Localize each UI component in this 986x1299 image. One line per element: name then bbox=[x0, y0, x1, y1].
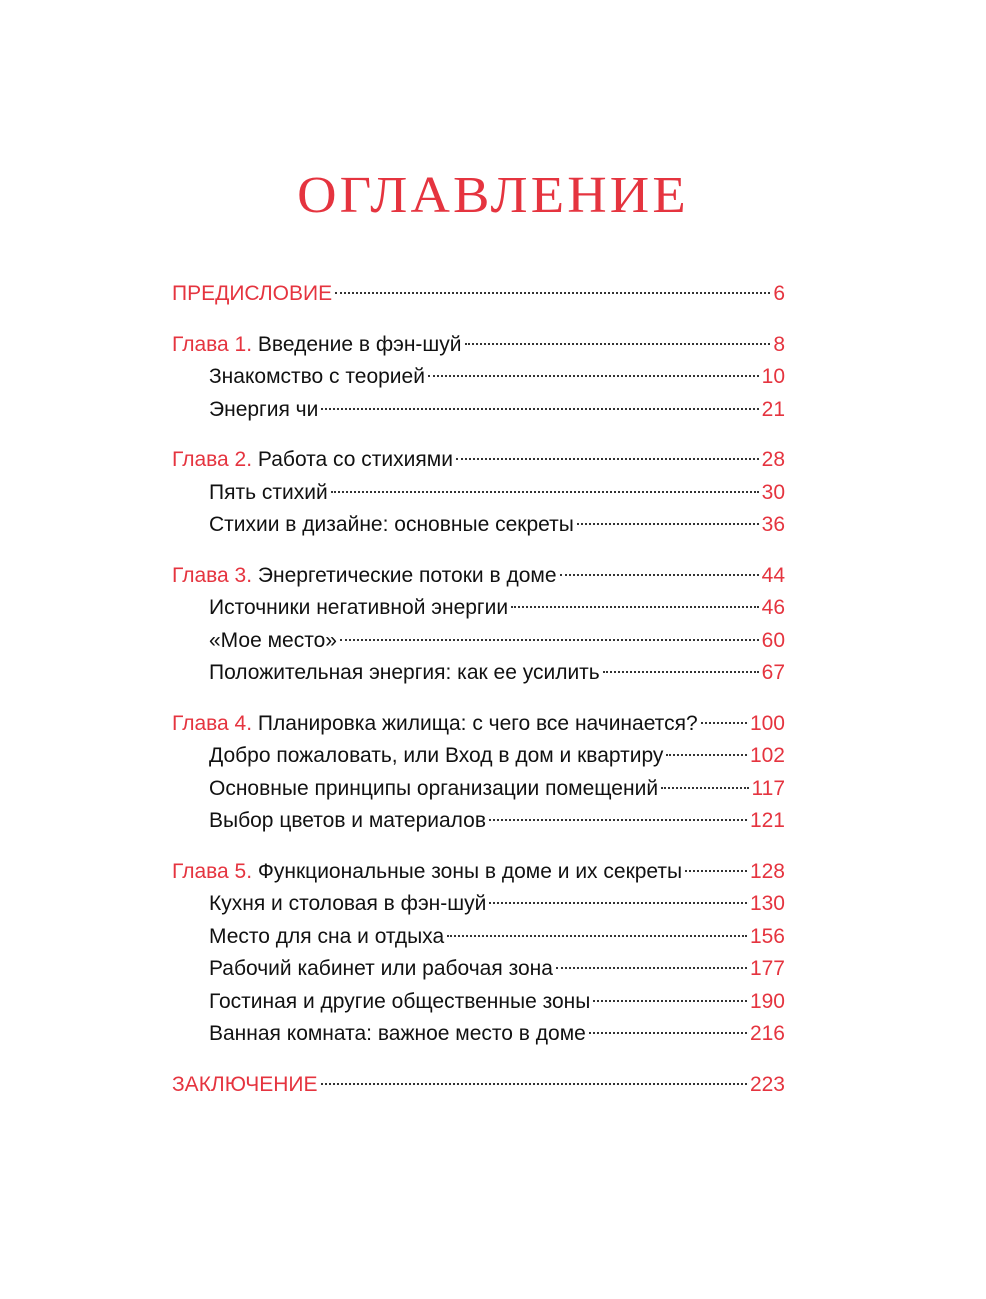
toc-entry-chapter[interactable] bbox=[172, 329, 785, 362]
toc-entry-section[interactable] bbox=[172, 773, 785, 806]
page-number: 121 bbox=[749, 809, 785, 832]
section-title: Добро пожаловать, или Вход в дом и квартиру bbox=[209, 744, 664, 767]
page-title: ОГЛАВЛЕНИЕ bbox=[297, 167, 689, 224]
toc-entry-section[interactable] bbox=[172, 361, 785, 394]
toc-entry-section[interactable] bbox=[172, 953, 785, 986]
dot-leader bbox=[321, 1083, 747, 1085]
dot-leader bbox=[603, 671, 759, 673]
dot-leader bbox=[489, 819, 747, 821]
page-number: 28 bbox=[761, 448, 785, 471]
dot-leader bbox=[560, 574, 759, 576]
section-title: «Мое место» bbox=[209, 628, 337, 652]
toc-entry-section[interactable] bbox=[172, 986, 785, 1019]
section-title: Рабочий кабинет или рабочая зона bbox=[209, 957, 553, 980]
toc-entry-label bbox=[172, 708, 698, 741]
toc-entry-section[interactable] bbox=[172, 625, 785, 658]
toc-entry-preface[interactable] bbox=[172, 278, 785, 311]
toc-entry-section[interactable] bbox=[172, 805, 785, 838]
chapter-title: Планировка жилища: с чего все начинается? bbox=[257, 711, 698, 735]
dot-leader bbox=[331, 491, 759, 493]
toc-entry-section[interactable] bbox=[172, 921, 785, 954]
toc-entry-label bbox=[172, 856, 682, 889]
toc-entry-section[interactable] bbox=[172, 888, 785, 921]
page-number: 10 bbox=[761, 365, 785, 388]
dot-leader bbox=[456, 458, 759, 460]
page-number: 100 bbox=[749, 711, 785, 735]
page-number: 44 bbox=[761, 563, 785, 587]
toc-entry-section[interactable] bbox=[172, 509, 785, 542]
section-title: Энергия чи bbox=[209, 397, 319, 421]
page-number: 30 bbox=[761, 480, 785, 504]
page-number: 67 bbox=[761, 661, 785, 684]
toc-entry-section[interactable] bbox=[172, 394, 785, 427]
dot-leader bbox=[335, 292, 770, 294]
toc-entry-conclusion[interactable] bbox=[172, 1069, 785, 1102]
toc-group-chapter-2 bbox=[172, 444, 785, 542]
toc-entry-label: ПРЕДИСЛОВИЕ bbox=[172, 282, 333, 305]
dot-leader bbox=[556, 967, 747, 969]
toc-entry-section[interactable] bbox=[172, 477, 785, 510]
chapter-prefix: Глава 2. bbox=[172, 448, 253, 471]
section-title: Ванная комната: важное место в доме bbox=[209, 1022, 586, 1045]
dot-leader bbox=[593, 1000, 747, 1002]
page-number: 177 bbox=[749, 957, 785, 980]
page-number: 190 bbox=[749, 989, 785, 1013]
toc-entry-section[interactable] bbox=[172, 592, 785, 625]
toc-group-chapter-3 bbox=[172, 560, 785, 690]
page-number: 117 bbox=[751, 776, 785, 800]
toc-entry-chapter[interactable] bbox=[172, 560, 785, 593]
dot-leader bbox=[577, 523, 759, 525]
toc-entry-label: ЗАКЛЮЧЕНИЕ bbox=[172, 1072, 318, 1096]
dot-leader bbox=[589, 1032, 747, 1034]
toc-entry-section[interactable] bbox=[172, 740, 785, 773]
section-title: Пять стихий bbox=[209, 480, 328, 504]
page-number: 102 bbox=[749, 744, 785, 767]
section-title: Кухня и столовая в фэн-шуй bbox=[209, 892, 487, 915]
page-number: 216 bbox=[749, 1022, 785, 1045]
chapter-title: Работа со стихиями bbox=[257, 448, 453, 471]
page-number: 223 bbox=[749, 1072, 785, 1096]
toc-group-chapter-5 bbox=[172, 856, 785, 1051]
section-title: Положительная энергия: как ее усилить bbox=[209, 661, 600, 684]
chapter-title: Энергетические потоки в доме bbox=[257, 563, 557, 587]
dot-leader bbox=[511, 606, 759, 608]
toc-entry-label bbox=[172, 560, 557, 593]
toc-group-chapter-4 bbox=[172, 708, 785, 838]
dot-leader bbox=[489, 902, 747, 904]
section-title: Знакомство с теорией bbox=[209, 365, 425, 388]
toc-entry-section[interactable] bbox=[172, 657, 785, 690]
toc-entry-label bbox=[172, 329, 462, 362]
dot-leader bbox=[321, 408, 758, 410]
page-number: 156 bbox=[749, 924, 785, 948]
toc-group-preface bbox=[172, 278, 785, 311]
dot-leader bbox=[447, 935, 747, 937]
toc-entry-chapter[interactable] bbox=[172, 856, 785, 889]
toc-entry-label bbox=[172, 444, 453, 477]
chapter-prefix: Глава 1. bbox=[172, 332, 253, 356]
page-number: 8 bbox=[773, 332, 785, 356]
dot-leader bbox=[666, 754, 747, 756]
page-number: 128 bbox=[749, 859, 785, 883]
chapter-title: Функциональные зоны в доме и их секреты bbox=[257, 859, 683, 883]
toc-entry-chapter[interactable] bbox=[172, 708, 785, 741]
chapter-title: Введение в фэн-шуй bbox=[257, 332, 462, 356]
dot-leader bbox=[428, 375, 759, 377]
section-title: Выбор цветов и материалов bbox=[209, 809, 486, 832]
section-title: Источники негативной энергии bbox=[209, 596, 509, 619]
dot-leader bbox=[661, 787, 748, 789]
page-number: 130 bbox=[749, 892, 785, 915]
toc-entry-section[interactable] bbox=[172, 1018, 785, 1051]
toc-entry-chapter[interactable] bbox=[172, 444, 785, 477]
toc-group-conclusion bbox=[172, 1069, 785, 1102]
page-number: 21 bbox=[761, 397, 785, 421]
page-number: 6 bbox=[773, 282, 785, 305]
section-title: Место для сна и отдыха bbox=[209, 924, 445, 948]
chapter-prefix: Глава 5. bbox=[172, 859, 253, 883]
chapter-prefix: Глава 3. bbox=[172, 563, 253, 587]
section-title: Основные принципы организации помещений bbox=[209, 776, 659, 800]
dot-leader bbox=[340, 639, 759, 641]
toc-group-chapter-1 bbox=[172, 329, 785, 427]
section-title: Гостиная и другие общественные зоны bbox=[209, 989, 591, 1013]
page-number: 46 bbox=[761, 596, 785, 619]
dot-leader bbox=[701, 722, 747, 724]
dot-leader bbox=[465, 343, 771, 345]
section-title: Стихии в дизайне: основные секреты bbox=[209, 513, 574, 536]
chapter-prefix: Глава 4. bbox=[172, 711, 253, 735]
page-number: 60 bbox=[761, 628, 785, 652]
dot-leader bbox=[685, 870, 747, 872]
page-number: 36 bbox=[761, 513, 785, 536]
table-of-contents bbox=[172, 278, 785, 1119]
